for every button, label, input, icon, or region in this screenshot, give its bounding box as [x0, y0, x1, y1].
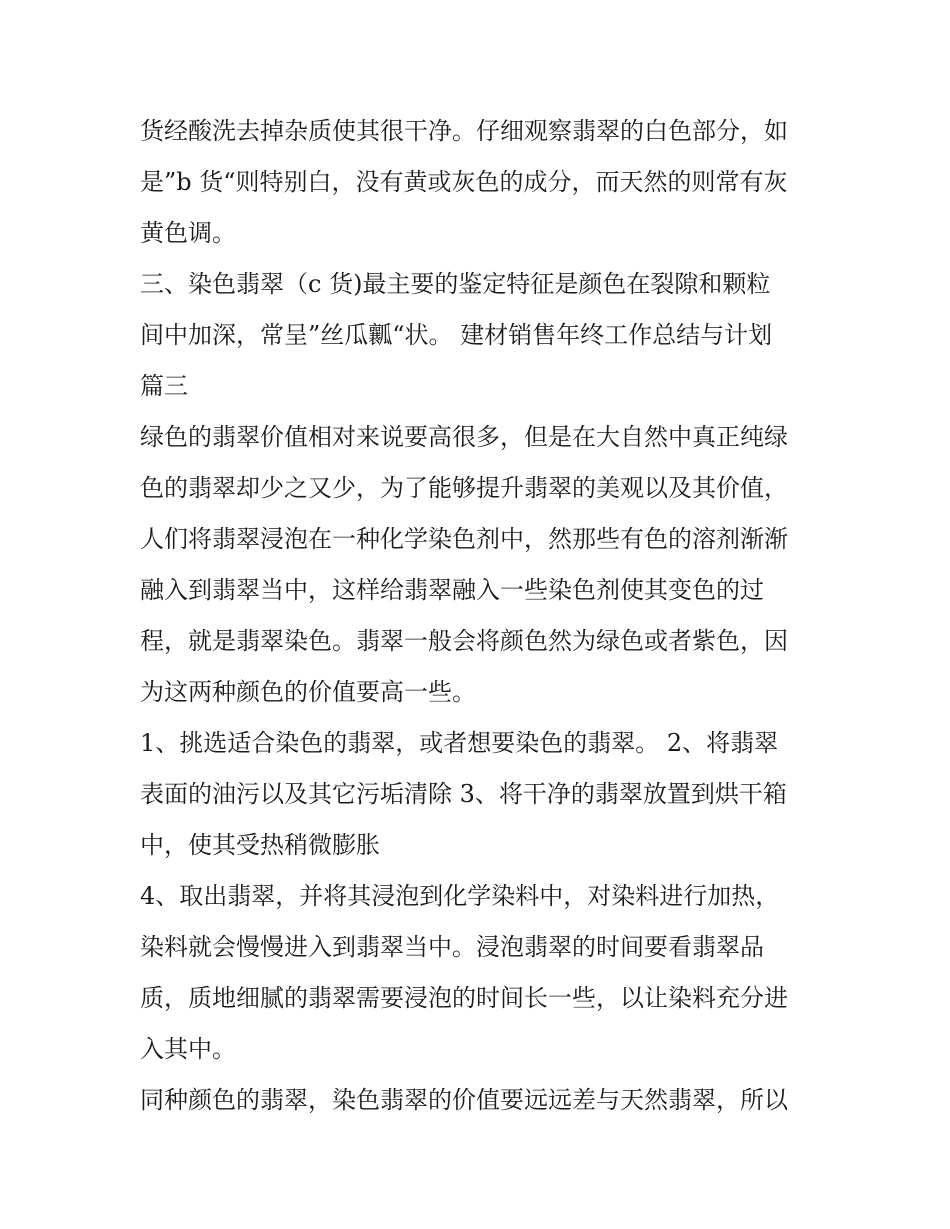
text-line: 色的翡翠却少之又少，为了能够提升翡翠的美观以及其价值， — [140, 474, 788, 502]
text-line: 染料就会慢慢进入到翡翠当中。浸泡翡翠的时间要看翡翠品 — [140, 933, 764, 961]
text-line: 是”b 货“则特别白，没有黄或灰色的成分，而天然的则常有灰 — [140, 168, 788, 196]
text-line: 三、染色翡翠（c 货)最主要的鉴定特征是颜色在裂隙和颗粒 — [140, 270, 771, 298]
text-line: 货经酸洗去掉杂质使其很干净。仔细观察翡翠的白色部分，如 — [140, 117, 788, 145]
text-line: 中，使其受热稍微膨胀 — [140, 831, 380, 859]
document-body — [140, 106, 820, 1126]
section-heading: 篇三 — [140, 372, 188, 400]
text-line: 间中加深，常呈”丝瓜瓤“状。 建材销售年终工作总结与计划 — [140, 321, 773, 349]
text-line: 表面的油污以及其它污垢清除 3、将干净的翡翠放置到烘干箱 — [140, 780, 787, 808]
text-line: 质，质地细腻的翡翠需要浸泡的时间长一些，以让染料充分进 — [140, 984, 788, 1012]
list-item-step: 1、挑选适合染色的翡翠，或者想要染色的翡翠。 2、将翡翠 — [140, 729, 779, 757]
list-item-step: 4、取出翡翠，并将其浸泡到化学染料中，对染料进行加热， — [140, 882, 780, 910]
text-line: 入其中。 — [140, 1035, 236, 1063]
text-line: 为这两种颜色的价值要高一些。 — [140, 678, 476, 706]
text-line: 融入到翡翠当中，这样给翡翠融入一些染色剂使其变色的过 — [140, 576, 764, 604]
text-line: 人们将翡翠浸泡在一种化学染色剂中，然那些有色的溶剂渐渐 — [140, 525, 788, 553]
text-line: 绿色的翡翠价值相对来说要高很多，但是在大自然中真正纯绿 — [140, 423, 788, 451]
text-line: 程，就是翡翠染色。翡翠一般会将颜色然为绿色或者紫色，因 — [140, 627, 788, 655]
text-line: 黄色调。 — [140, 219, 236, 247]
text-line: 同种颜色的翡翠，染色翡翠的价值要远远差与天然翡翠，所以 — [140, 1086, 788, 1114]
